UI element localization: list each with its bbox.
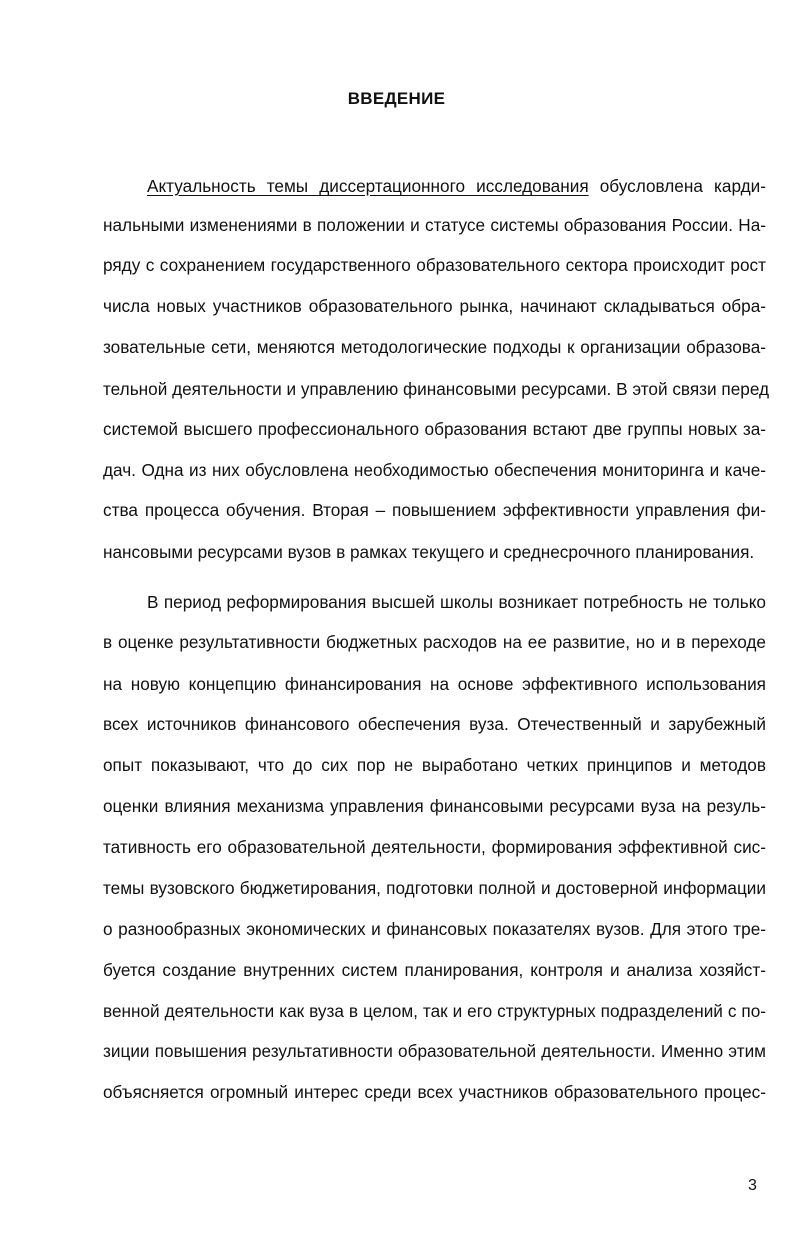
paragraph-line: тельной деятельности и управлению финансовыми ресурсами. В этой связи перед <box>103 379 770 399</box>
underlined-phrase: Актуальность темы диссертационного исследования <box>147 176 589 196</box>
paragraph-line: буется создание внутренних систем планирования, контроля и анализа хозяйст- <box>103 960 766 980</box>
paragraph-line: зовательные сети, меняются методологические подходы к организации образова- <box>103 337 766 357</box>
page-title: ВВЕДЕНИЕ <box>347 89 446 108</box>
paragraph-line: темы вузовского бюджетирования, подготовки полной и достоверной информации <box>103 878 766 898</box>
paragraph-line: нансовыми ресурсами вузов в рамках текущего и среднесрочного планирования. <box>103 542 755 562</box>
paragraph-line: опыт показывают, что до сих пор не выработано четких принципов и методов <box>103 755 766 775</box>
paragraph-line: тативность его образовательной деятельности, формирования эффективной сис- <box>103 837 766 857</box>
paragraph-line: в оценке результативности бюджетных расходов на ее развитие, но и в переходе <box>103 632 766 652</box>
paragraph-line: оценки влияния механизма управления финансовыми ресурсами вуза на резуль- <box>103 796 766 816</box>
paragraph-line: дач. Одна из них обусловлена необходимостью обеспечения мониторинга и каче- <box>103 460 766 480</box>
paragraph-line <box>147 175 766 197</box>
paragraph-line: нальными изменениями в положении и статусе системы образования России. На- <box>103 215 766 235</box>
paragraph-line-text: обусловлена карди- <box>588 176 766 196</box>
paragraph-line: зиции повышения результативности образовательной деятельности. Именно этим <box>103 1041 766 1061</box>
paragraph-line: всех источников финансового обеспечения вуза. Отечественный и зарубежный <box>103 714 766 734</box>
paragraph-line: объясняется огромный интерес среди всех участников образовательного процес- <box>103 1082 766 1102</box>
paragraph-line: системой высшего профессионального образования встают две группы новых за- <box>103 419 766 439</box>
paragraph-line: на новую концепцию финансирования на основе эффективного использования <box>103 674 766 694</box>
paragraph-line: числа новых участников образовательного рынка, начинают складываться обра- <box>103 296 766 316</box>
paragraph-line: ства процесса обучения. Вторая – повышением эффективности управления фи- <box>103 500 766 520</box>
paragraph-line: венной деятельности как вуза в целом, так и его структурных подразделений с по- <box>103 1001 766 1021</box>
page-number: 3 <box>748 1177 757 1194</box>
paragraph-line: ряду с сохранением государственного образовательного сектора происходит рост <box>103 255 766 275</box>
paragraph-line: о разнообразных экономических и финансовых показателях вузов. Для этого тре- <box>103 919 766 939</box>
paragraph-line: В период реформирования высшей школы возникает потребность не только <box>147 592 766 612</box>
